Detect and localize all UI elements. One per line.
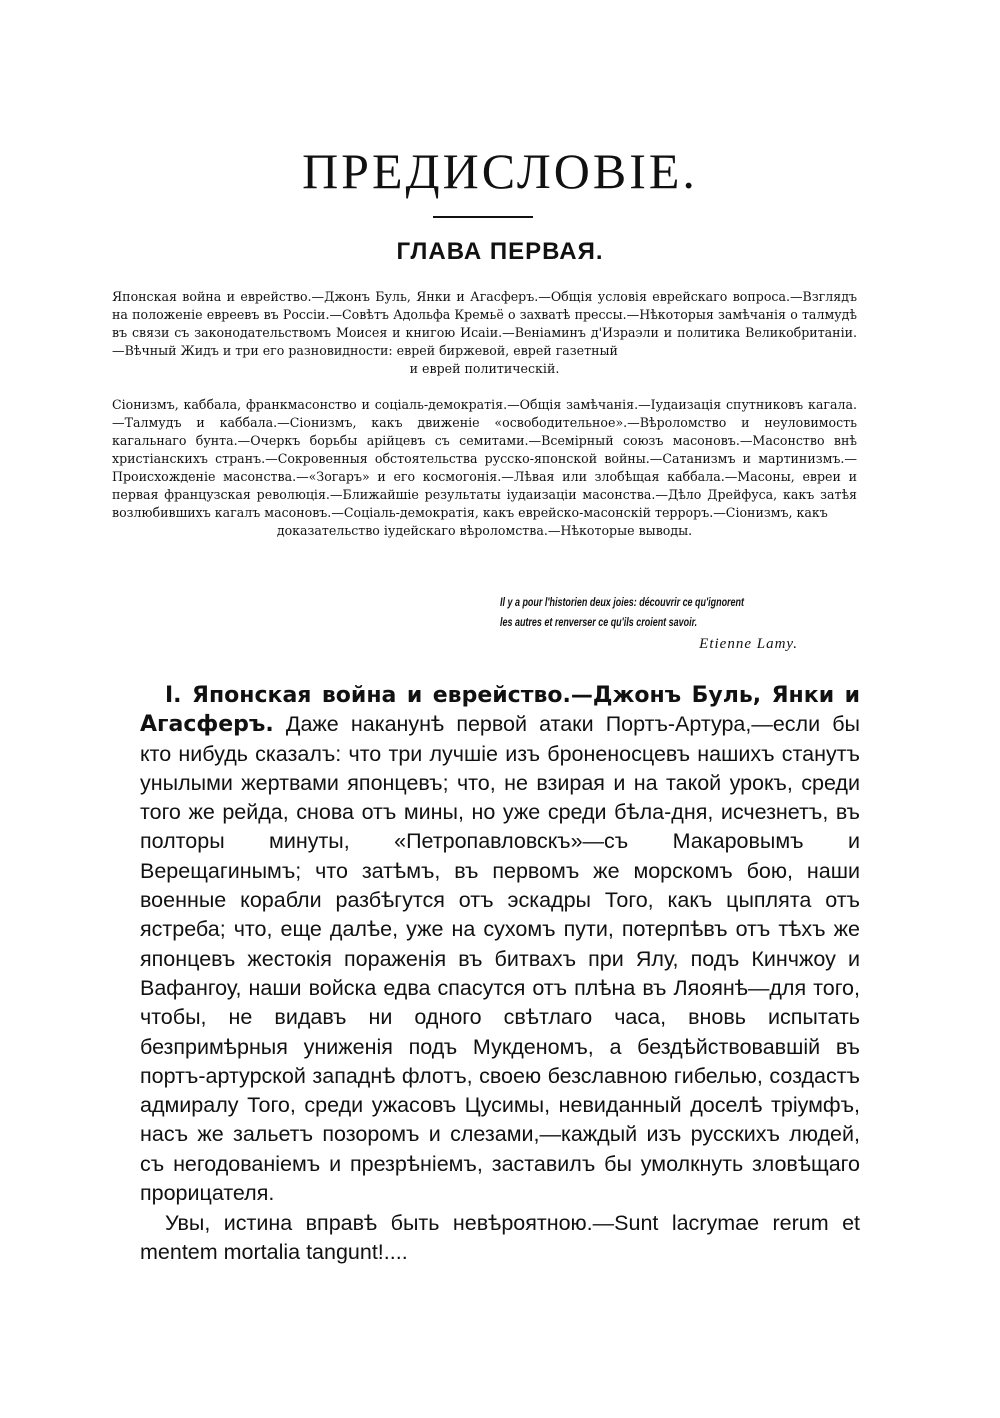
summary-part2-main: Сіонизмъ, каббала, франкмасонство и соціаль-демократія.—Общія замѣчанія.—Іудаизація спутниковъ кагала.—Талмудъ и каббала.—Сіонизмъ, какъ движеніе «освободительное».—Вѣроломство и неуловимость кагальнаго бунта.—Очеркъ борьбы арійцевъ съ семитами.—Всемірный союзъ масоновъ.—Масонство внѣ христіанскихъ странъ.—Сокровенныя обстоятельства русско-японской войны.—Сатанизмъ и мартинизмъ.—Происхожденіе масонства.—«Зогаръ» и его космогонія.—Лѣвая или злобѣщая каббала.—Масоны, евреи и первая французская революція.—Ближайшіе результаты іудаизаціи масонства.—Дѣло Дрейфуса, какъ затѣя возлюбившихъ кагалъ масоновъ.—Соціаль-демократія, какъ еврейско-масонскій терроръ.—Сіонизмъ, какъ xyxy=(112,397,857,520)
summary-part1-end: и еврей политическій. xyxy=(409,361,560,376)
summary-part1-main: Японская война и еврейство.—Джонъ Буль, Янки и Агасферъ.—Общія условія еврейскаго вопроса.—Взглядъ на положеніе евреевъ въ Россіи.—Совѣтъ Адольфа Кремьё о захватѣ прессы.—Нѣкоторыя замѣчанія о талмудѣ въ связи съ законодательствомъ Моисея и книгою Исаіи.—Веніаминъ д'Израэли и политика Великобританіи.—Вѣчный Жидъ и три его разновидности: еврей биржевой, еврей газетный xyxy=(112,289,857,358)
chapter-summary-part2 xyxy=(112,396,857,540)
title-divider xyxy=(433,216,533,218)
body-paragraph-2: Увы, истина вправѣ быть невѣроятною.—Sunt lacrymae rerum et mentem mortalia tangunt!.... xyxy=(140,1211,860,1265)
epigraph-line-2: les autres et renverser ce qu'ils croient savoir. xyxy=(500,617,698,629)
epigraph-line-1: Il y a pour l'historien deux joies: découvrir ce qu'ignorent xyxy=(500,597,745,609)
section-title: I. Японская война и еврейство.—Джонъ Буль, Янки и Агасферъ. xyxy=(140,683,860,738)
chapter-summary-part1 xyxy=(112,288,857,378)
epigraph xyxy=(500,593,781,633)
summary-part2-end: доказательство іудейскаго вѣроломства.—Нѣкоторые выводы. xyxy=(276,523,693,538)
paragraph-1-text: Даже наканунѣ первой атаки Портъ-Артура,—если бы кто нибудь сказалъ: что три лучшіе изъ броненосцевъ нашихъ станутъ унылыми жертвами японцевъ; что, не взирая и на такой урокъ, среди того же рейда, снова отъ мины, но уже среди бѣла-дня, исчезнетъ, въ полторы минуты, «Петропавловскъ»—съ Макаровымъ и Верещагинымъ; что затѣмъ, въ первомъ же морскомъ бою, наши военные корабли разбѣгутся отъ эскадры Того, какъ цыплята отъ ястреба; что, еще далѣе, уже на сухомъ пути, потерпѣвъ отъ тѣхъ же японцевъ жестокія пораженія въ битвахъ при Ялу, подъ Кинчжоу и Вафангоу, наши войска едва спасутся отъ плѣна въ Ляоянѣ—для того, чтобы, не видавъ ни одного свѣтлаго часа, вновь испытать безпримѣрныя униженія подъ Мукденомъ, а бездѣйствовавшій въ портъ-артурской западнѣ флотъ, своею безславною гибелью, создастъ адмиралу Того, среди ужасовъ Цусимы, невиданный доселѣ тріумфъ, насъ же зальетъ позоромъ и слезами,—каждый изъ русскихъ людей, съ негодованіемъ и презрѣніемъ, заставилъ бы умолкнуть зловѣщаго прорицателя. xyxy=(140,712,860,1206)
chapter-heading: ГЛАВА ПЕРВАЯ. xyxy=(396,238,604,265)
epigraph-author: Etienne Lamy. xyxy=(699,636,798,652)
page-title: ПРЕДИСЛОВІЕ. xyxy=(302,143,698,199)
body-paragraph-1 xyxy=(140,681,860,1208)
